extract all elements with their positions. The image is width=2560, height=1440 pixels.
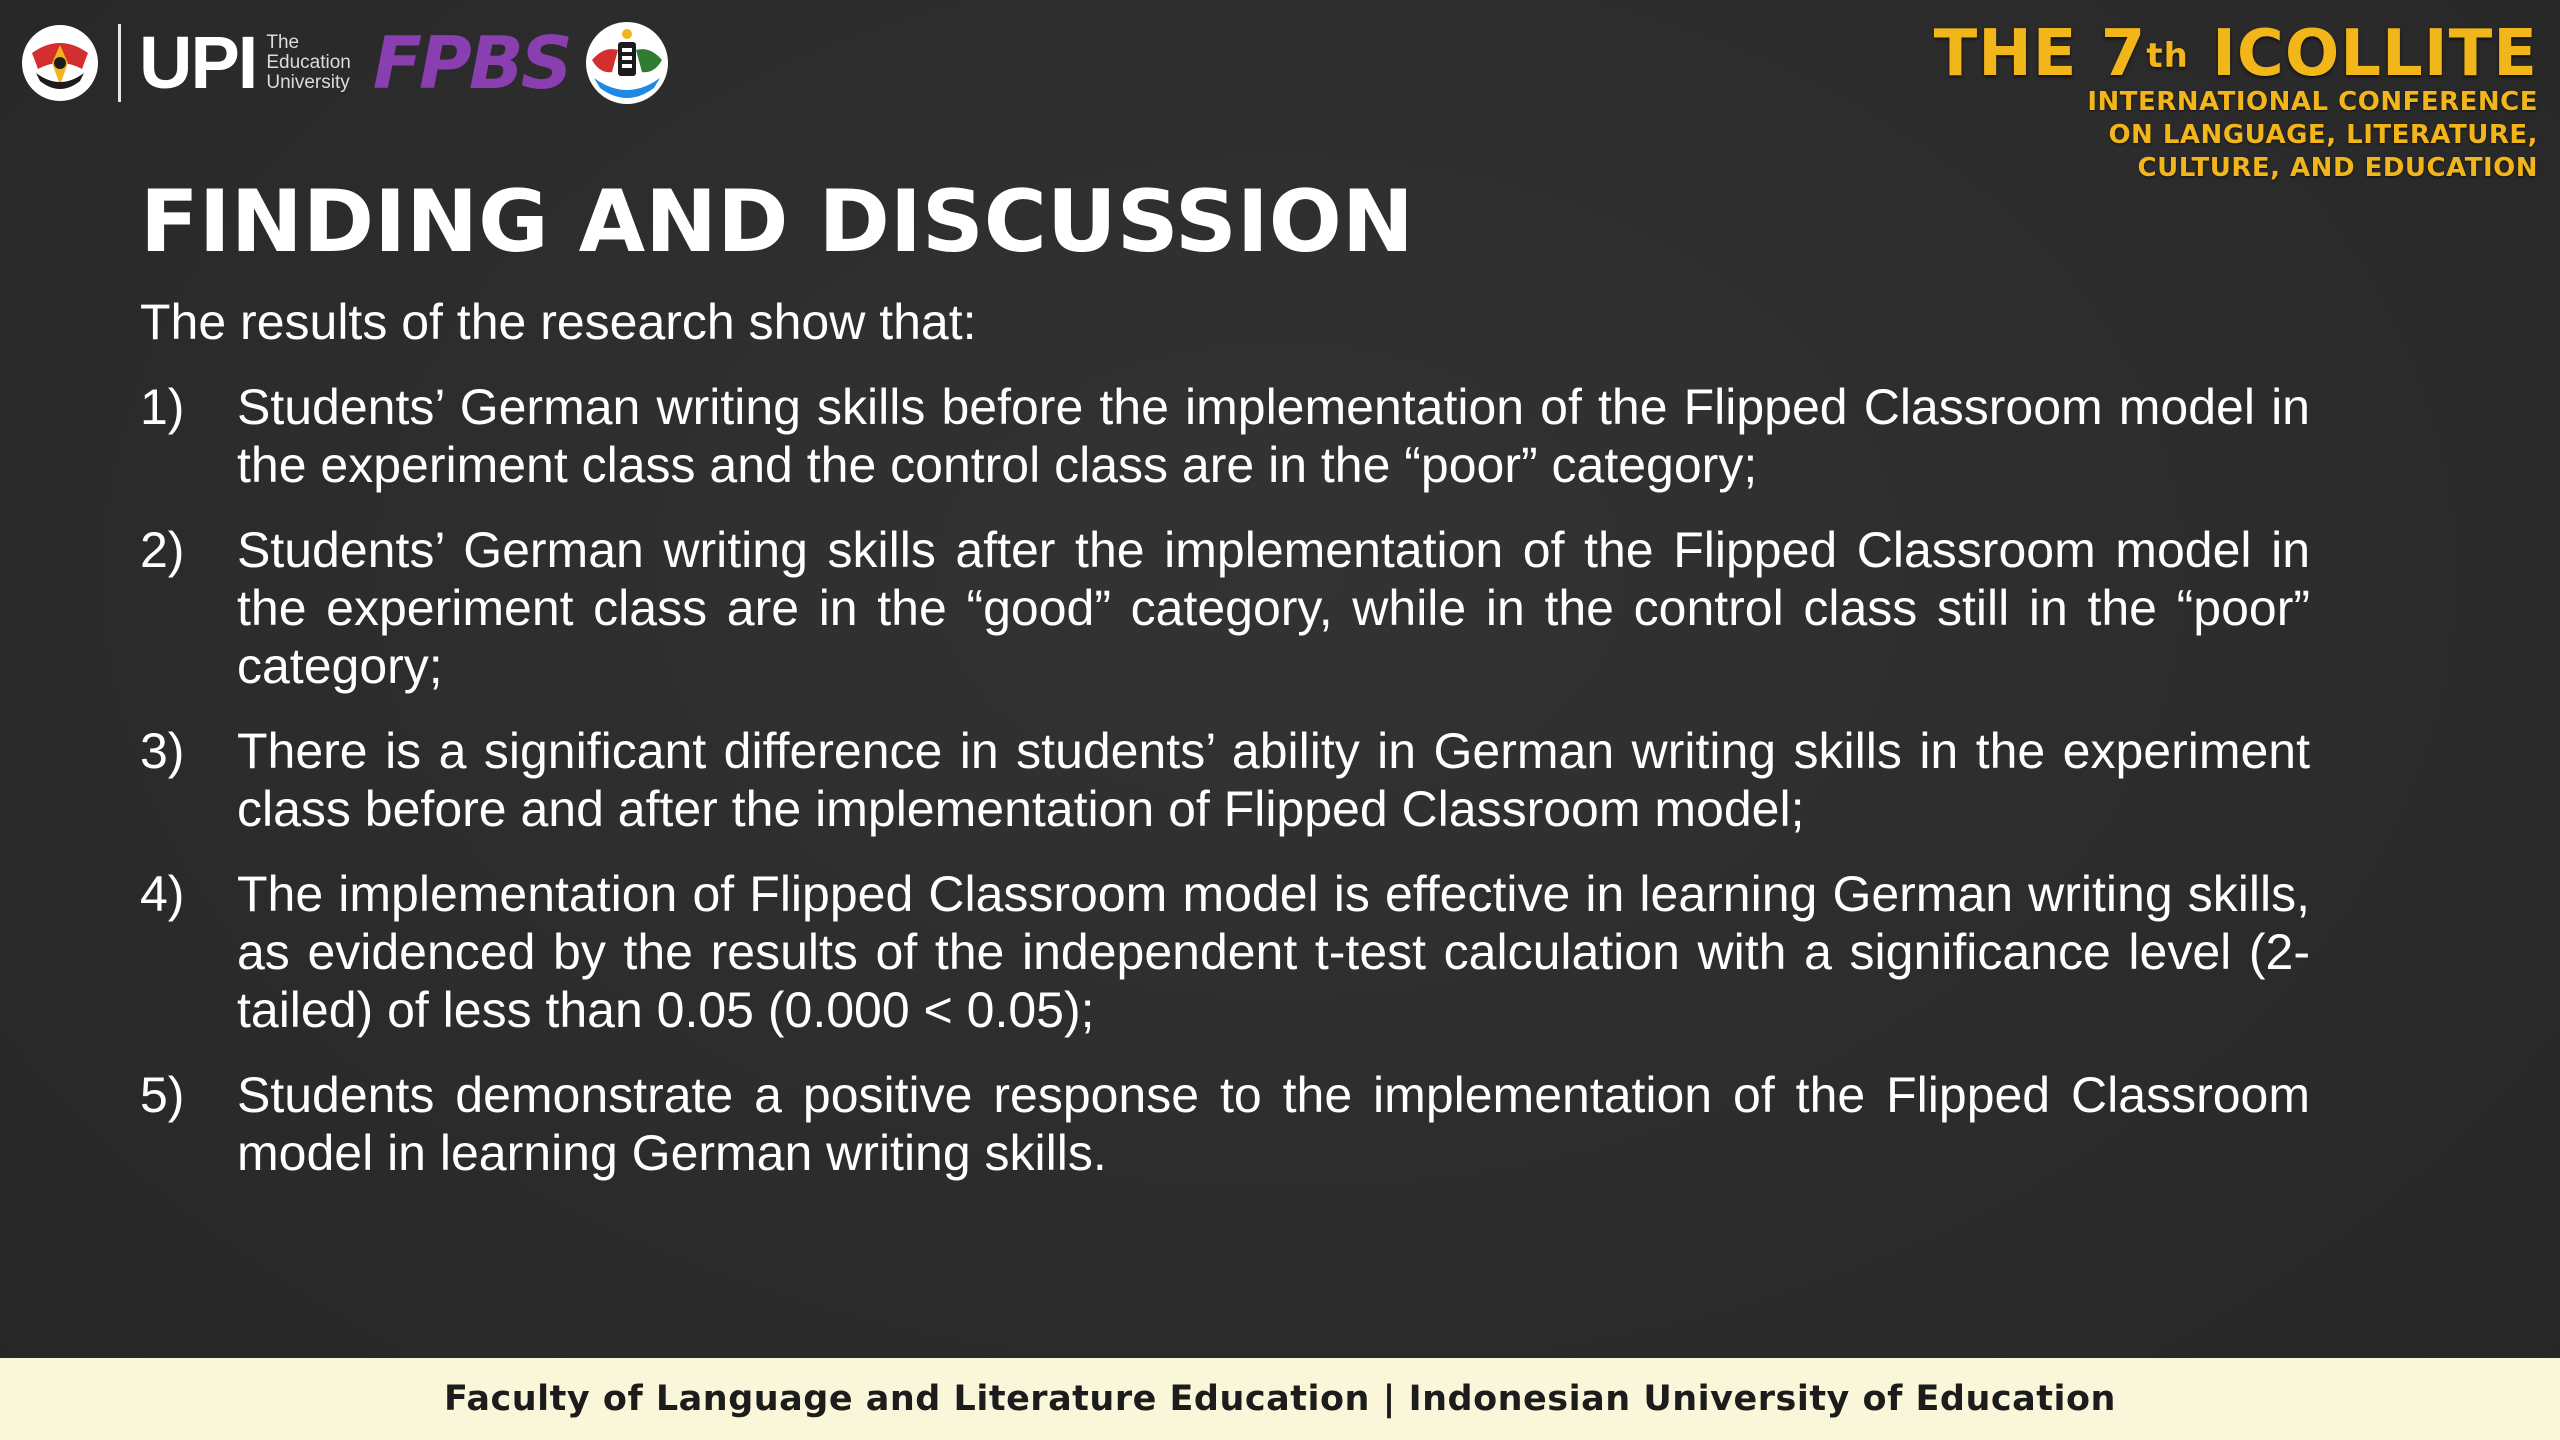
list-item-text: There is a significant difference in students’ ability in German writing skills in the experiment class before and after the implementation of Flipped Classroom model; — [237, 723, 2310, 837]
conference-title-end: ICOLLITE — [2188, 17, 2538, 91]
list-item-text: Students’ German writing skills before the implementation of the Flipped Classroom model in the experiment class and the control class are in the “poor” category; — [237, 379, 2310, 493]
upi-subtitle-line: The — [266, 32, 300, 53]
list-item — [140, 865, 2310, 1039]
list-item-number: 5) — [140, 1067, 185, 1123]
conference-title — [1933, 17, 2538, 91]
logo-divider — [118, 24, 121, 102]
list-item-text: Students demonstrate a positive response to the implementation of the Flipped Classroom model in learning German writing skills. — [237, 1067, 2310, 1181]
conference-badge — [1933, 17, 2538, 185]
conference-title-main: THE 7 — [1933, 17, 2147, 91]
list-item — [140, 378, 2310, 494]
list-item — [140, 1066, 2310, 1182]
slide-title: FINDING AND DISCUSSION — [140, 172, 1414, 272]
conference-line: ON LANGUAGE, LITERATURE, — [2108, 120, 2538, 150]
conference-line: CULTURE, AND EDUCATION — [2137, 153, 2538, 183]
fpbs-logo-text: FPBS — [372, 21, 570, 105]
list-item-text: The implementation of Flipped Classroom model is effective in learning German writing skills, as evidenced by the results of the independent t-test calculation with a significance level (2-tailed) of less than 0.05 (0.000 < 0.05); — [237, 866, 2310, 1038]
list-item-number: 2) — [140, 522, 185, 578]
conference-title-sup: th — [2146, 36, 2189, 76]
intro-text: The results of the research show that: — [140, 294, 977, 350]
upi-subtitle-line: Education — [266, 52, 351, 73]
upi-subtitle — [266, 33, 351, 93]
upi-emblem-icon — [20, 23, 100, 103]
list-item-number: 1) — [140, 379, 185, 435]
upi-subtitle-line: University — [266, 72, 350, 93]
upi-logo-text: UPI — [139, 21, 257, 104]
logo-bar — [20, 18, 670, 108]
conference-line: INTERNATIONAL CONFERENCE — [2087, 87, 2538, 117]
footer-text: Faculty of Language and Literature Education | Indonesian University of Education — [444, 1379, 2116, 1419]
footer-bar — [0, 1358, 2560, 1440]
list-item-number: 4) — [140, 866, 185, 922]
list-item — [140, 722, 2310, 838]
findings-list — [140, 378, 2310, 1209]
fpbs-emblem-icon — [584, 20, 670, 106]
list-item-text: Students’ German writing skills after the implementation of the Flipped Classroom model in the experiment class are in the “good” category, while in the control class still in the “poor” category; — [237, 522, 2310, 694]
list-item — [140, 521, 2310, 695]
list-item-number: 3) — [140, 723, 185, 779]
